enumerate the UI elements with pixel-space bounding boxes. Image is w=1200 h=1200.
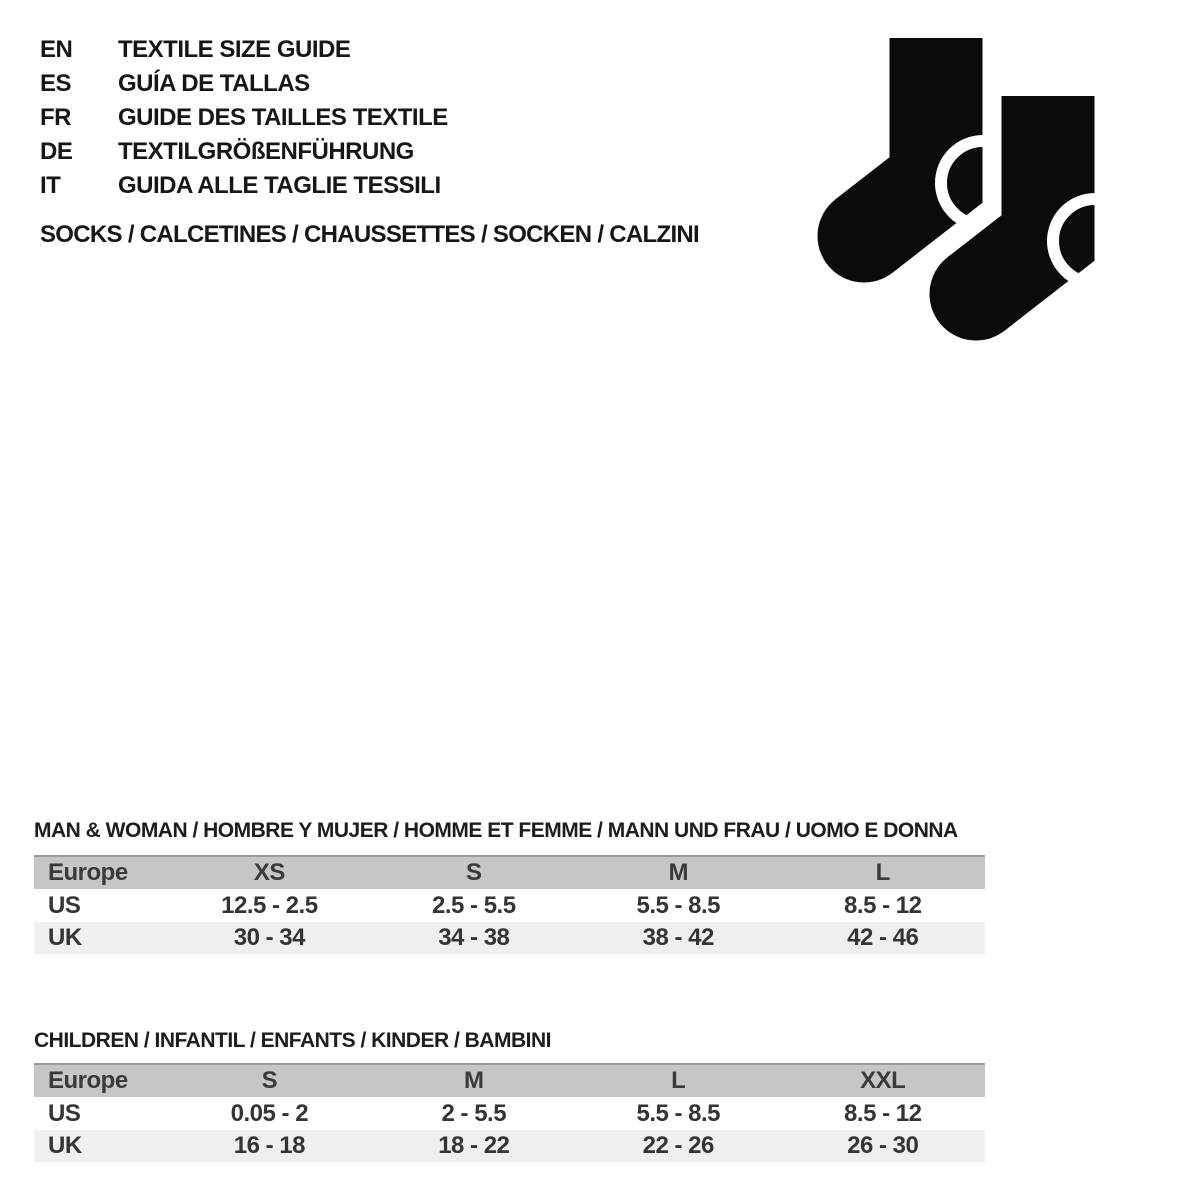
size-value: 2.5 - 5.5 (432, 891, 516, 919)
column-header-size: M (668, 859, 688, 886)
section-heading-man-woman: MAN & WOMAN / HOMBRE Y MUJER / HOMME ET FEMME / MANN UND FRAU / UOMO E DONNA (34, 819, 958, 842)
row-label: UK (48, 924, 82, 951)
size-table-children (34, 1063, 985, 1162)
language-code: IT (40, 172, 61, 199)
table-row-us (34, 1097, 985, 1130)
language-code: DE (40, 138, 73, 165)
language-code: FR (40, 104, 71, 131)
language-row-en (40, 33, 448, 67)
size-value: 2 - 5.5 (441, 1099, 507, 1127)
size-value: 8.5 - 12 (844, 891, 922, 919)
size-value: 5.5 - 8.5 (636, 891, 721, 919)
table-row-uk (34, 922, 985, 954)
size-section-man-woman (34, 818, 985, 954)
language-row-de (40, 135, 448, 169)
language-code: EN (40, 36, 73, 63)
column-header-size: XS (253, 859, 285, 886)
size-table-man-woman (34, 855, 985, 954)
column-header-size: L (671, 1067, 686, 1094)
section-heading-children: CHILDREN / INFANTIL / ENFANTS / KINDER / BAMBINI (34, 1029, 551, 1052)
column-header-region: Europe (48, 859, 128, 886)
row-label: US (48, 1099, 81, 1127)
table-header-row (34, 1064, 985, 1097)
size-section-children (34, 1028, 985, 1162)
size-value: 42 - 46 (847, 924, 919, 951)
size-value: 34 - 38 (438, 924, 510, 951)
column-header-size: M (464, 1067, 484, 1094)
size-value: 5.5 - 8.5 (636, 1099, 721, 1127)
column-header-size: S (261, 1067, 278, 1094)
size-value: 8.5 - 12 (844, 1099, 922, 1127)
language-row-it (40, 169, 448, 203)
table-row-uk (34, 1130, 985, 1162)
product-category-line: SOCKS / CALCETINES / CHAUSSETTES / SOCKEN / CALZINI (40, 221, 700, 248)
size-value: 0.05 - 2 (230, 1099, 309, 1127)
guide-title-it: GUIDA ALLE TAGLIE TESSILI (118, 172, 441, 199)
size-value: 30 - 34 (233, 924, 305, 951)
sock-right-shape (800, 20, 1130, 360)
column-header-size: L (875, 859, 890, 886)
language-code: ES (40, 70, 72, 97)
table-row-us (34, 889, 985, 922)
size-value: 22 - 26 (642, 1132, 714, 1159)
column-header-region: Europe (48, 1067, 128, 1094)
size-value: 38 - 42 (642, 924, 714, 951)
language-row-fr (40, 101, 448, 135)
guide-title-es: GUÍA DE TALLAS (118, 70, 310, 97)
size-value: 12.5 - 2.5 (221, 891, 318, 919)
language-row-es (40, 67, 448, 101)
row-label: UK (48, 1132, 82, 1159)
column-header-size: XXL (860, 1067, 906, 1094)
table-header-row (34, 856, 985, 889)
guide-title-en: TEXTILE SIZE GUIDE (118, 36, 351, 63)
guide-title-de: TEXTILGRÖßENFÜHRUNG (118, 138, 414, 165)
column-header-size: S (466, 859, 482, 886)
size-value: 16 - 18 (233, 1132, 305, 1159)
socks-icon (800, 20, 1130, 360)
guide-title-fr: GUIDE DES TAILLES TEXTILE (118, 104, 448, 131)
size-value: 18 - 22 (438, 1132, 510, 1159)
language-title-list (40, 33, 448, 203)
row-label: US (48, 891, 81, 919)
size-value: 26 - 30 (847, 1132, 919, 1159)
